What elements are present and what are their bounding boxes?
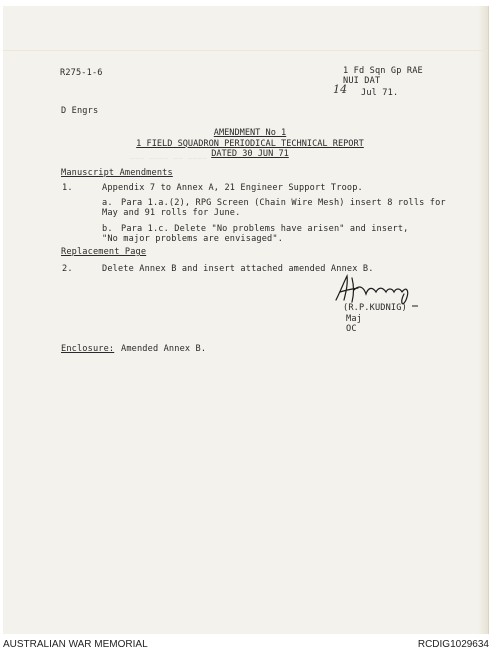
subitem-text: May and 91 rolls for June. [102,208,241,218]
archive-id: RCDIG1029634 [417,639,489,650]
subitem-text: Para 1.a.(2), RPG Screen (Chain Wire Mesh) insert 8 rolls for [121,198,446,208]
archive-name: AUSTRALIAN WAR MEMORIAL [3,639,148,650]
file-reference: R275-1-6 [60,68,103,78]
signatory-name: (R.P.KUDNIG) [343,303,407,313]
enclosure-label: Enclosure: [61,344,115,354]
archive-footer [0,636,492,654]
item-number: 2. [62,264,73,274]
section-heading-replacement: Replacement Page [61,247,147,257]
date-month-year: Jul 71. [361,88,399,98]
title-report: 1 FIELD SQUADRON PERIODICAL TECHNICAL REPORT [136,138,364,149]
subitem-label: b. [102,224,113,234]
subitem-text: "No major problems are envisaged". [102,234,284,244]
subitem-text: Para 1.c. Delete "No problems have arisen" and insert, [121,224,409,234]
document-title [130,128,370,160]
section-heading-manuscript: Manuscript Amendments [61,168,173,178]
unit-location: NUI DAT [343,76,381,86]
item-text: Appendix 7 to Annex A, 21 Engineer Support Troop. [102,183,363,193]
item-text: Delete Annex B and insert attached amended Annex B. [102,264,374,274]
title-date: DATED 30 JUN 71 [211,149,289,159]
title-amendment: AMENDMENT No 1 [213,128,287,138]
show-through-text: ~~~ ~~~~ ~~ ~~~~ [130,154,208,163]
enclosure-text: Amended Annex B. [121,344,207,354]
subitem-label: a. [102,198,113,208]
date-day-handwritten: 14 [333,83,348,96]
signatory-rank: Maj [346,314,362,324]
unit-name: 1 Fd Sqn Gp RAE [343,66,423,76]
document-page [3,6,489,634]
signatory-appointment: OC [346,324,357,334]
item-number: 1. [62,183,73,193]
addressee: D Engrs [61,106,99,116]
